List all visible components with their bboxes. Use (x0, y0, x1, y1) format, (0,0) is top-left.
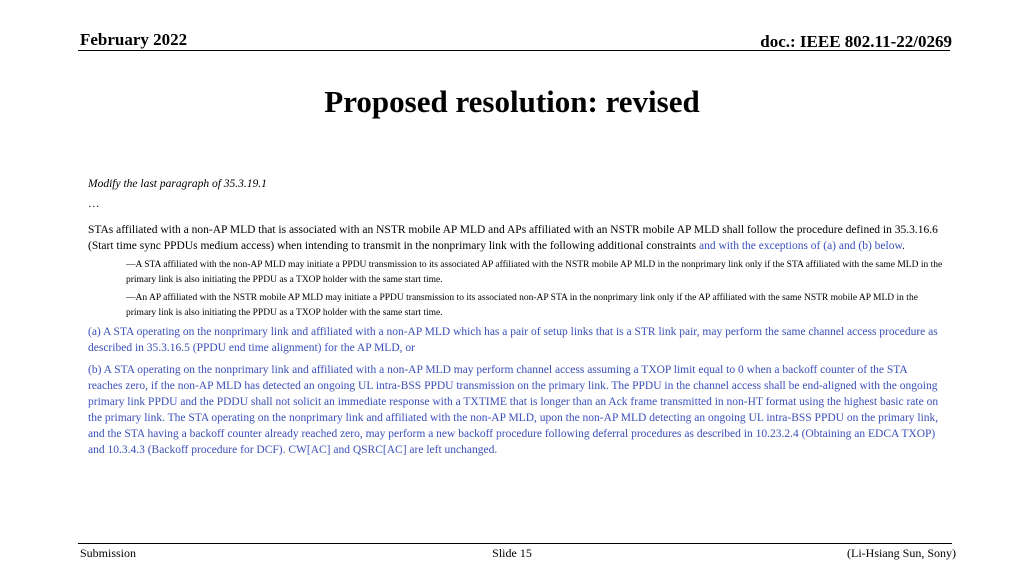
footer-divider (78, 543, 952, 544)
header-date: February 2022 (80, 30, 188, 49)
slide-body (88, 176, 944, 464)
slide-title: Proposed resolution: revised (324, 84, 700, 119)
exception-a: (a) A STA operating on the nonprimary link and affiliated with a non-AP MLD which has a pair of setup links that is a STR link pair, may perform the same channel access procedure as described in 35.3.16.5 (PPDU end time alignment) for the AP MLD, or (88, 326, 938, 354)
constraint-item-sta: —A STA affiliated with the non-AP MLD may initiate a PPDU transmission to its associated AP affiliated with the NSTR mobile AP MLD in the nonprimary link only if the STA affiliated with the same MLD in the primary link is also initiating the PPDU as a TXOP holder with the same start time. (126, 260, 943, 285)
constraint-item-ap: —An AP affiliated with the NSTR mobile AP MLD may initiate a PPDU transmission to its associated non-AP STA in the nonprimary link only if the AP affiliated with the same NSTR mobile AP MLD in the primary link is also initiating the PPDU as a TXOP holder with the same start time. (126, 293, 918, 318)
footer-slide-number: Slide 15 (492, 546, 532, 560)
ellipsis: … (88, 198, 100, 210)
header-doc-number: doc.: IEEE 802.11-22/0269 (760, 32, 952, 51)
main-paragraph-text: STAs affiliated with a non-AP MLD that is associated with an NSTR mobile AP MLD and APs affiliated with an NSTR mobile AP MLD shall follow the procedure defined in 35.3.16.6 (Start time sync PPDUs medium access) when intending to transmit in the nonprimary link with the following additional constraints (88, 224, 938, 252)
main-paragraph-insert: and with the exceptions of (a) and (b) below (696, 240, 903, 252)
main-paragraph-end: . (902, 240, 905, 252)
exception-b: (b) A STA operating on the nonprimary link and affiliated with a non-AP MLD may perform channel access assuming a TXOP limit equal to 0 when a backoff counter of the STA reaches zero, if the non-AP MLD has detected an ongoing UL intra-BSS PPDU transmission on the primary link. The PPDU in the channel access shall be end-aligned with the ongoing primary link PPDU and the PDDU shall not solicit an immediate response with a TXTIME that is longer than an Ack frame transmitted in non-HT format using the highest basic rate on the primary link. The STA operating on the nonprimary link and affiliated with the non-AP MLD, upon the non-AP MLD detecting an ongoing UL intra-BSS PPDU on the primary link, and the STA having a backoff counter already reached zero, may perform a new backoff procedure following deferral procedures as described in 10.23.2.4 (Obtaining an EDCA TXOP) and 10.3.4.3 (Backoff procedure for DCF). CW[AC] and QSRC[AC] are left unchanged. (88, 364, 939, 456)
header-divider (78, 50, 950, 51)
edit-instruction: Modify the last paragraph of 35.3.19.1 (88, 178, 267, 190)
main-paragraph (88, 222, 944, 254)
footer-author: (Li-Hsiang Sun, Sony) (847, 546, 956, 560)
footer-submission: Submission (80, 546, 137, 560)
